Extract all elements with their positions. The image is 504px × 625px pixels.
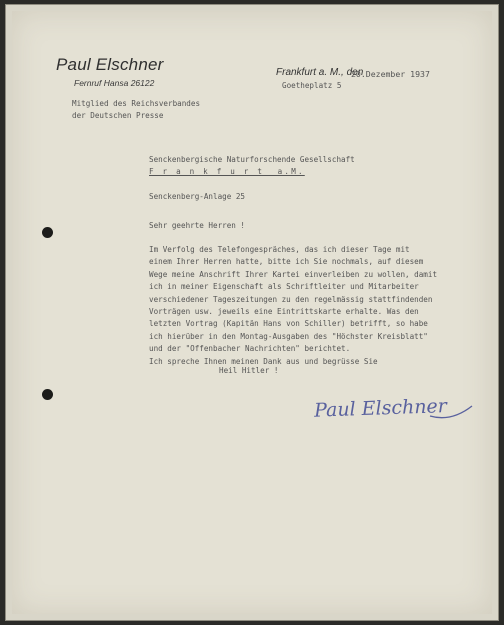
recipient-address [149,154,355,204]
body-line: ich in meiner Eigenschaft als Schriftleiter und Mitarbeiter [149,282,419,292]
document-sheet [5,4,499,621]
recipient-line-3: Senckenberg-Anlage 25 [149,192,246,202]
recipient-line-2: F r a n k f u r t a.M. [149,167,305,177]
membership-line: der Deutschen Presse [72,111,164,121]
svg-text:Paul Elschner: Paul Elschner [313,395,448,422]
closing: Heil Hitler ! [219,366,279,375]
letterhead-street: Goetheplatz 5 [282,81,342,90]
letter-date: 20.Dezember 1937 [351,69,430,79]
body-line: einem Ihrer Herren hatte, bitte ich Sie nochmals, auf diesem [149,257,424,267]
membership-block [72,98,200,123]
membership-line: Mitglied des Reichsverbandes [72,99,201,108]
letterhead-name: Paul Elschner [56,55,164,74]
body-line: ich hierüber in den Montag-Ausgaben des "Höchster Kreisblatt" [149,331,428,341]
body-line: Ich spreche Ihnen meinen Dank aus und begrüsse Sie [149,356,378,366]
letter-body [149,244,437,368]
letter-paper [12,11,492,614]
handwritten-signature [312,386,482,428]
punch-hole-bottom [42,389,53,400]
body-line: Wege meine Anschrift Ihrer Kartei einverleiben zu wollen, damit [149,269,438,279]
letterhead-phone: Fernruf Hansa 26122 [74,78,155,88]
body-line: Im Verfolg des Telefongespräches, das ich dieser Tage mit [149,245,410,254]
punch-hole-top [42,227,53,238]
recipient-line-1: Senckenbergische Naturforschende Gesellschaft [149,155,355,164]
body-line: letzten Vortrag (Kapitän Hans von Schiller) betrifft, so habe [149,319,428,329]
salutation: Sehr geehrte Herren ! [149,221,246,230]
body-line: und der "Offenbacher Nachrichten" berichtet. [149,344,351,354]
body-line: Vorträgen usw. jeweils eine Eintrittskarte erhalte. Was den [149,307,419,317]
body-line: verschiedener Tageszeitungen zu den regelmässig stattfindenden [149,294,433,304]
letterhead-place: Frankfurt a. M., den [276,67,364,78]
